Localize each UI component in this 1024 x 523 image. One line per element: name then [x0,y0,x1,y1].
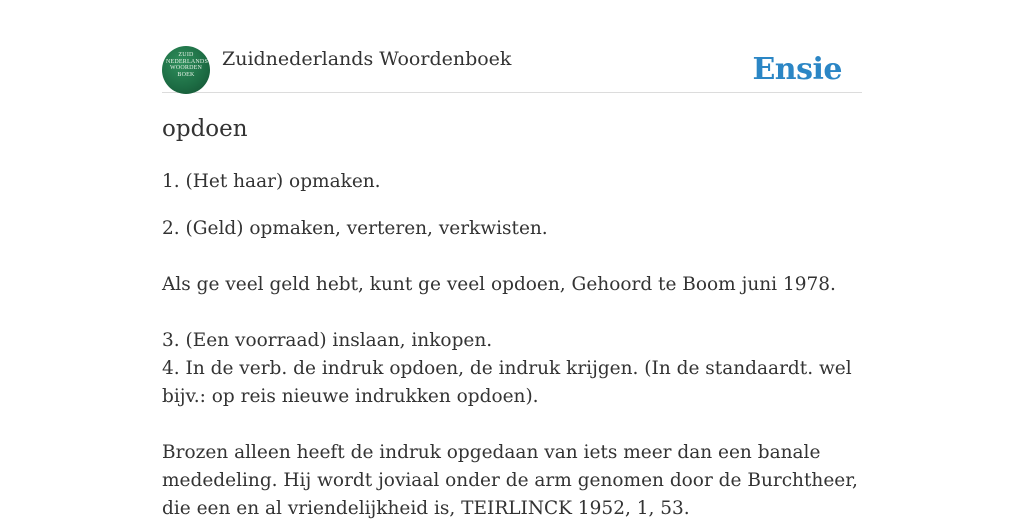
example-quote: Als ge veel geld hebt, kunt ge veel opdoen, Gehoord te Boom juni 1978. [162,274,836,295]
definition-1: 1. (Het haar) opmaken. [162,171,381,192]
page-title: opdoen [162,116,248,142]
site-title[interactable]: Zuidnederlands Woordenboek [222,48,512,70]
definition-4: 4. In de verb. de indruk opdoen, de indruk krijgen. (In de standaardt. wel bijv.: op reis nieuwe indrukken opdoen). [162,358,852,407]
brand-logo[interactable]: Ensie [752,52,842,87]
site-logo[interactable] [162,46,210,94]
citation-quote: Brozen alleen heeft de indruk opgedaan van iets meer dan een banale mededeling. Hij wordt joviaal onder de arm genomen door de Burchtheer, die een en al vriendelijkheid is, TEIRLINCK 1952, 1, 53. [162,442,858,519]
entry-definition [162,168,862,523]
definition-2: 2. (Geld) opmaken, verteren, verkwisten. [162,218,548,239]
page [162,0,862,519]
site-header [162,46,862,93]
definition-3: 3. (Een voorraad) inslaan, inkopen. [162,330,493,351]
logo-text: ZUID NEDERLANDS WOORDEN BOEK [166,52,208,78]
